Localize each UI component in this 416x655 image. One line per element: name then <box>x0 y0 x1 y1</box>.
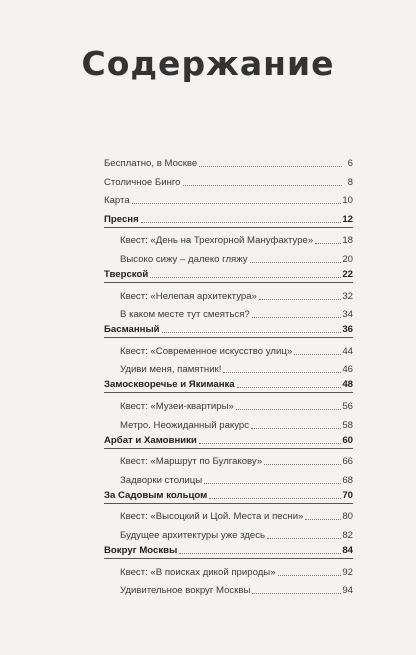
toc-page-number: 84 <box>342 544 353 556</box>
toc-page-number: 70 <box>342 489 353 501</box>
toc-entry-label: Пресня <box>104 213 139 225</box>
toc-entry-label: Бесплатно, в Москве <box>104 158 198 169</box>
toc-subentry-row[interactable] <box>104 309 353 320</box>
dot-leader <box>150 277 341 278</box>
toc-subentry-row[interactable] <box>104 511 353 522</box>
toc-subentry-row[interactable] <box>104 364 353 375</box>
toc-entry-label: Столичное Бинго <box>104 176 181 188</box>
dot-leader <box>183 185 342 186</box>
toc-section-row[interactable] <box>104 379 353 390</box>
toc-page-number: 8 <box>347 176 353 188</box>
toc-section-row[interactable] <box>104 490 353 501</box>
dot-leader <box>209 498 341 499</box>
toc-page-number: 48 <box>342 379 353 391</box>
dot-leader <box>237 387 342 388</box>
toc-page-number: 12 <box>342 213 353 225</box>
toc-page-number: 68 <box>342 474 353 486</box>
toc-entry-label: Высоко сижу – далеко гляжу <box>120 253 248 265</box>
dot-leader <box>223 372 341 373</box>
toc-subentry-row[interactable] <box>104 401 353 412</box>
toc-page-number: 22 <box>342 268 353 280</box>
toc-page-number: 56 <box>342 400 353 412</box>
toc-page-number: 10 <box>342 195 353 207</box>
toc-section-row[interactable] <box>104 269 353 280</box>
dot-leader <box>315 243 341 244</box>
toc-section-row[interactable] <box>104 214 353 225</box>
toc-entry-label: Квест: «Современное искусство улиц» <box>120 345 293 357</box>
toc-page-number: 36 <box>342 324 353 336</box>
dot-leader <box>199 443 341 444</box>
toc-subentry-row[interactable] <box>104 530 353 541</box>
toc-entry-row[interactable] <box>104 195 353 206</box>
toc-subentry-row[interactable] <box>104 475 353 486</box>
toc-page-number: 46 <box>342 364 353 376</box>
toc-entry-label: Замоскворечье и Якиманка <box>104 379 235 391</box>
toc-entry-label: Будущее архитектуры уже здесь <box>120 529 266 541</box>
toc-subentry-row[interactable] <box>104 254 353 265</box>
dot-leader <box>305 519 341 520</box>
dot-leader <box>259 299 341 300</box>
toc-page-number: 18 <box>342 235 353 247</box>
toc-page-number: 66 <box>342 456 353 468</box>
toc-entry-label: Квест: «Музеи-квартиры» <box>120 400 234 412</box>
toc-entry-label: Тверской <box>104 268 149 280</box>
toc-page-number: 94 <box>342 585 353 597</box>
section-divider <box>104 337 353 338</box>
dot-leader <box>251 428 341 429</box>
section-divider <box>104 558 353 559</box>
toc-entry-label: Басманный <box>104 324 160 336</box>
toc-entry-label: Удиви меня, памятник! <box>120 364 222 376</box>
toc-subentry-row[interactable] <box>104 567 353 578</box>
toc-section-row[interactable] <box>104 324 353 335</box>
dot-leader <box>132 203 342 204</box>
toc-page-number: 82 <box>342 529 353 541</box>
toc-entry-label: Карта <box>104 195 130 207</box>
toc-subentry-row[interactable] <box>104 456 353 467</box>
toc-entry-label: Арбат и Хамовники <box>104 434 197 446</box>
toc-section-row[interactable] <box>104 545 353 556</box>
toc-entry-row[interactable] <box>104 158 353 169</box>
toc-subentry-row[interactable] <box>104 585 353 596</box>
toc-page-number: 80 <box>342 511 353 523</box>
dot-leader <box>236 409 342 410</box>
toc-subentry-row[interactable] <box>104 291 353 302</box>
toc-entry-label: Удивительное вокруг Москвы <box>120 585 251 597</box>
section-divider <box>104 227 353 228</box>
toc-entry-label: Метро. Неожиданный ракурс <box>120 419 250 431</box>
dot-leader <box>294 354 341 355</box>
toc-page-number: 20 <box>342 253 353 265</box>
table-of-contents <box>104 158 353 596</box>
toc-subentry-row[interactable] <box>104 235 353 246</box>
toc-entry-label: Квест: «Нелепая архитектура» <box>120 290 257 302</box>
dot-leader <box>141 222 342 223</box>
toc-entry-label: Квест: «День на Трехгорной Мануфактуре» <box>120 235 314 247</box>
toc-page-number: 60 <box>342 434 353 446</box>
section-divider <box>104 392 353 393</box>
dot-leader <box>264 464 341 465</box>
section-divider <box>104 282 353 283</box>
page-title: Содержание <box>81 44 335 83</box>
toc-page-number: 44 <box>342 345 353 357</box>
toc-entry-label: Задворки столицы <box>120 474 203 486</box>
toc-page-number: 32 <box>342 290 353 302</box>
toc-page-number: 92 <box>342 566 353 578</box>
dot-leader <box>162 332 342 333</box>
dot-leader <box>278 575 342 576</box>
toc-entry-label: Квест: «Высоцкий и Цой. Места и песни» <box>120 511 304 523</box>
section-divider <box>104 503 353 504</box>
dot-leader <box>252 593 341 594</box>
section-divider <box>104 448 353 449</box>
toc-page-number: 34 <box>342 309 353 321</box>
dot-leader <box>204 483 341 484</box>
toc-subentry-row[interactable] <box>104 420 353 431</box>
dot-leader <box>267 538 341 539</box>
toc-entry-label: Вокруг Москвы <box>104 544 178 556</box>
toc-entry-row[interactable] <box>104 177 353 188</box>
toc-entry-label: В каком месте тут смеяться? <box>120 309 250 321</box>
toc-page-number: 6 <box>347 158 353 169</box>
toc-entry-label: Квест: «Маршрут по Булгакову» <box>120 456 263 468</box>
toc-entry-label: За Садовым кольцом <box>104 489 208 501</box>
dot-leader <box>250 262 342 263</box>
dot-leader <box>252 317 342 318</box>
toc-section-row[interactable] <box>104 435 353 446</box>
toc-entry-label: Квест: «В поисках дикой природы» <box>120 566 276 578</box>
toc-page-number: 58 <box>342 419 353 431</box>
dot-leader <box>179 553 341 554</box>
toc-subentry-row[interactable] <box>104 346 353 357</box>
dot-leader <box>199 166 342 167</box>
